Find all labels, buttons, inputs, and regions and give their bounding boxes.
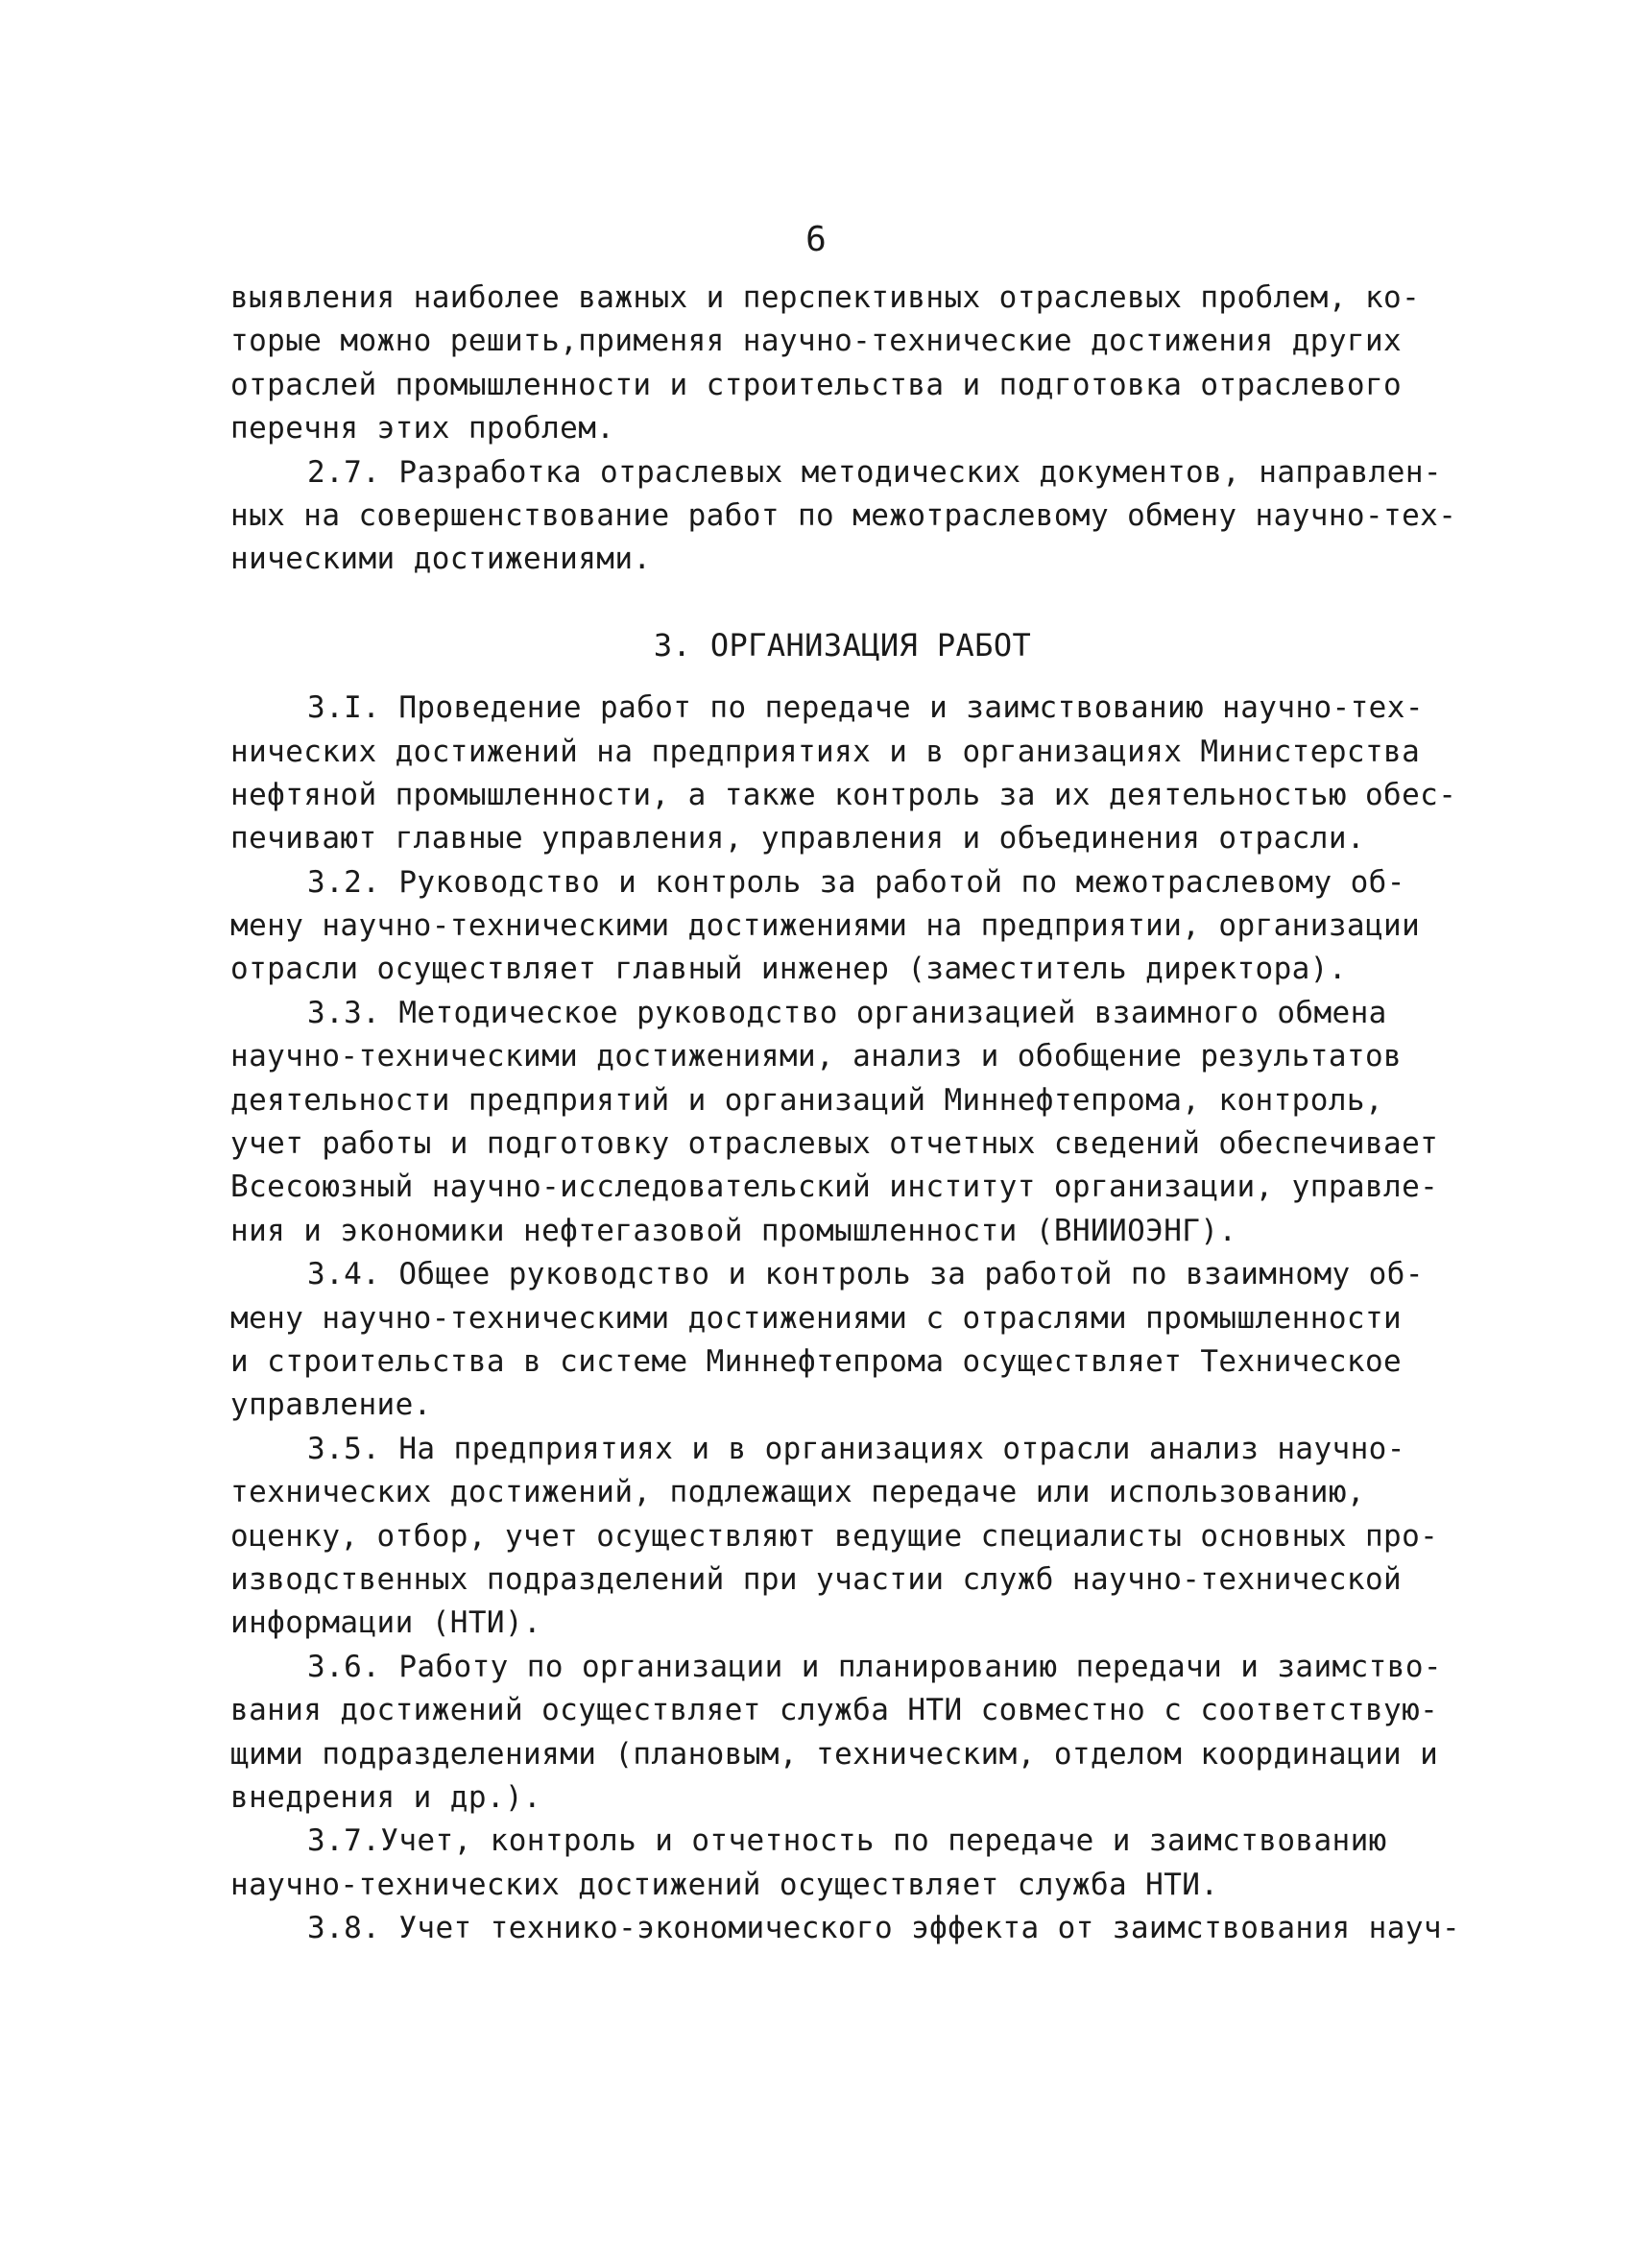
text-line: 3.I. Проведение работ по передаче и заимствованию научно-тех- — [307, 690, 1424, 726]
section-3-body — [230, 687, 1461, 1950]
text-line: 3.7.Учет, контроль и отчетность по передаче и заимствованию — [307, 1823, 1387, 1859]
text-line: щими подразделениями (плановым, техническим, отделом координации и — [230, 1736, 1439, 1772]
text-line: учет работы и подготовку отраслевых отчетных сведений обеспечивает — [230, 1126, 1439, 1162]
text-line: ническими достижениями. — [230, 542, 652, 577]
text-line: перечня этих проблем. — [230, 411, 615, 446]
text-line: мену научно-техническими достижениями с отраслями промышленности — [230, 1300, 1403, 1336]
text-line: Всесоюзный научно-исследовательский институт организации, управле- — [230, 1170, 1439, 1205]
text-line: 2.7. Разработка отраслевых методических документов, направлен- — [307, 454, 1442, 490]
text-line: ния и экономики нефтегазовой промышленности (ВНИИОЭНГ). — [230, 1213, 1237, 1248]
text-line: мену научно-техническими достижениями на предприятии, организации — [230, 908, 1421, 944]
text-line: выявления наиболее важных и перспективных отраслевых проблем, ко- — [230, 280, 1421, 315]
text-line: вания достижений осуществляет служба НТИ совместно с соответствую- — [230, 1693, 1439, 1728]
text-line: отраслей промышленности и строительства и подготовка отраслевого — [230, 367, 1403, 402]
text-line: нефтяной промышленности, а также контроль за их деятельностью обес- — [230, 777, 1457, 812]
text-line: нических достижений на предприятиях и в организациях Министерства — [230, 734, 1421, 769]
page-number: 6 — [805, 220, 827, 259]
text-line: научно-технических достижений осуществляет служба НТИ. — [230, 1867, 1219, 1902]
text-line: информации (НТИ). — [230, 1605, 542, 1641]
text-line: внедрения и др.). — [230, 1779, 542, 1815]
section-2-tail — [230, 277, 1457, 582]
section-3-heading: 3. ОРГАНИЗАЦИЯ РАБОТ — [653, 626, 1032, 664]
text-line: 3.8. Учет технико-экономического эффекта от заимствования науч- — [307, 1911, 1461, 1946]
text-line: отрасли осуществляет главный инженер (заместитель директора). — [230, 952, 1347, 987]
text-line: 3.3. Методическое руководство организацией взаимного обмена — [307, 995, 1387, 1030]
text-line: 3.4. Общее руководство и контроль за работой по взаимному об- — [307, 1257, 1424, 1292]
text-line: 3.6. Работу по организации и планированию передачи и заимство- — [307, 1649, 1442, 1684]
body-text — [230, 277, 1461, 1950]
text-line: управление. — [230, 1387, 432, 1423]
text-line: 3.5. На предприятиях и в организациях отрасли анализ научно- — [307, 1431, 1405, 1466]
text-line: оценку, отбор, учет осуществляют ведущие специалисты основных про- — [230, 1518, 1439, 1554]
text-line: изводственных подразделений при участии служб научно-технической — [230, 1561, 1403, 1597]
text-line: ных на совершенствование работ по межотраслевому обмену научно-тех- — [230, 497, 1457, 533]
text-line: научно-техническими достижениями, анализ и обобщение результатов — [230, 1039, 1403, 1074]
text-line: 3.2. Руководство и контроль за работой по межотраслевому об- — [307, 864, 1405, 900]
text-line: печивают главные управления, управления и объединения отрасли. — [230, 821, 1365, 857]
text-line: торые можно решить,применяя научно-технические достижения других — [230, 324, 1403, 359]
text-line: технических достижений, подлежащих передаче или использованию, — [230, 1475, 1365, 1510]
text-line: и строительства в системе Миннефтепрома осуществляет Техническое — [230, 1343, 1403, 1379]
text-line: деятельности предприятий и организаций Миннефтепрома, контроль, — [230, 1082, 1384, 1118]
